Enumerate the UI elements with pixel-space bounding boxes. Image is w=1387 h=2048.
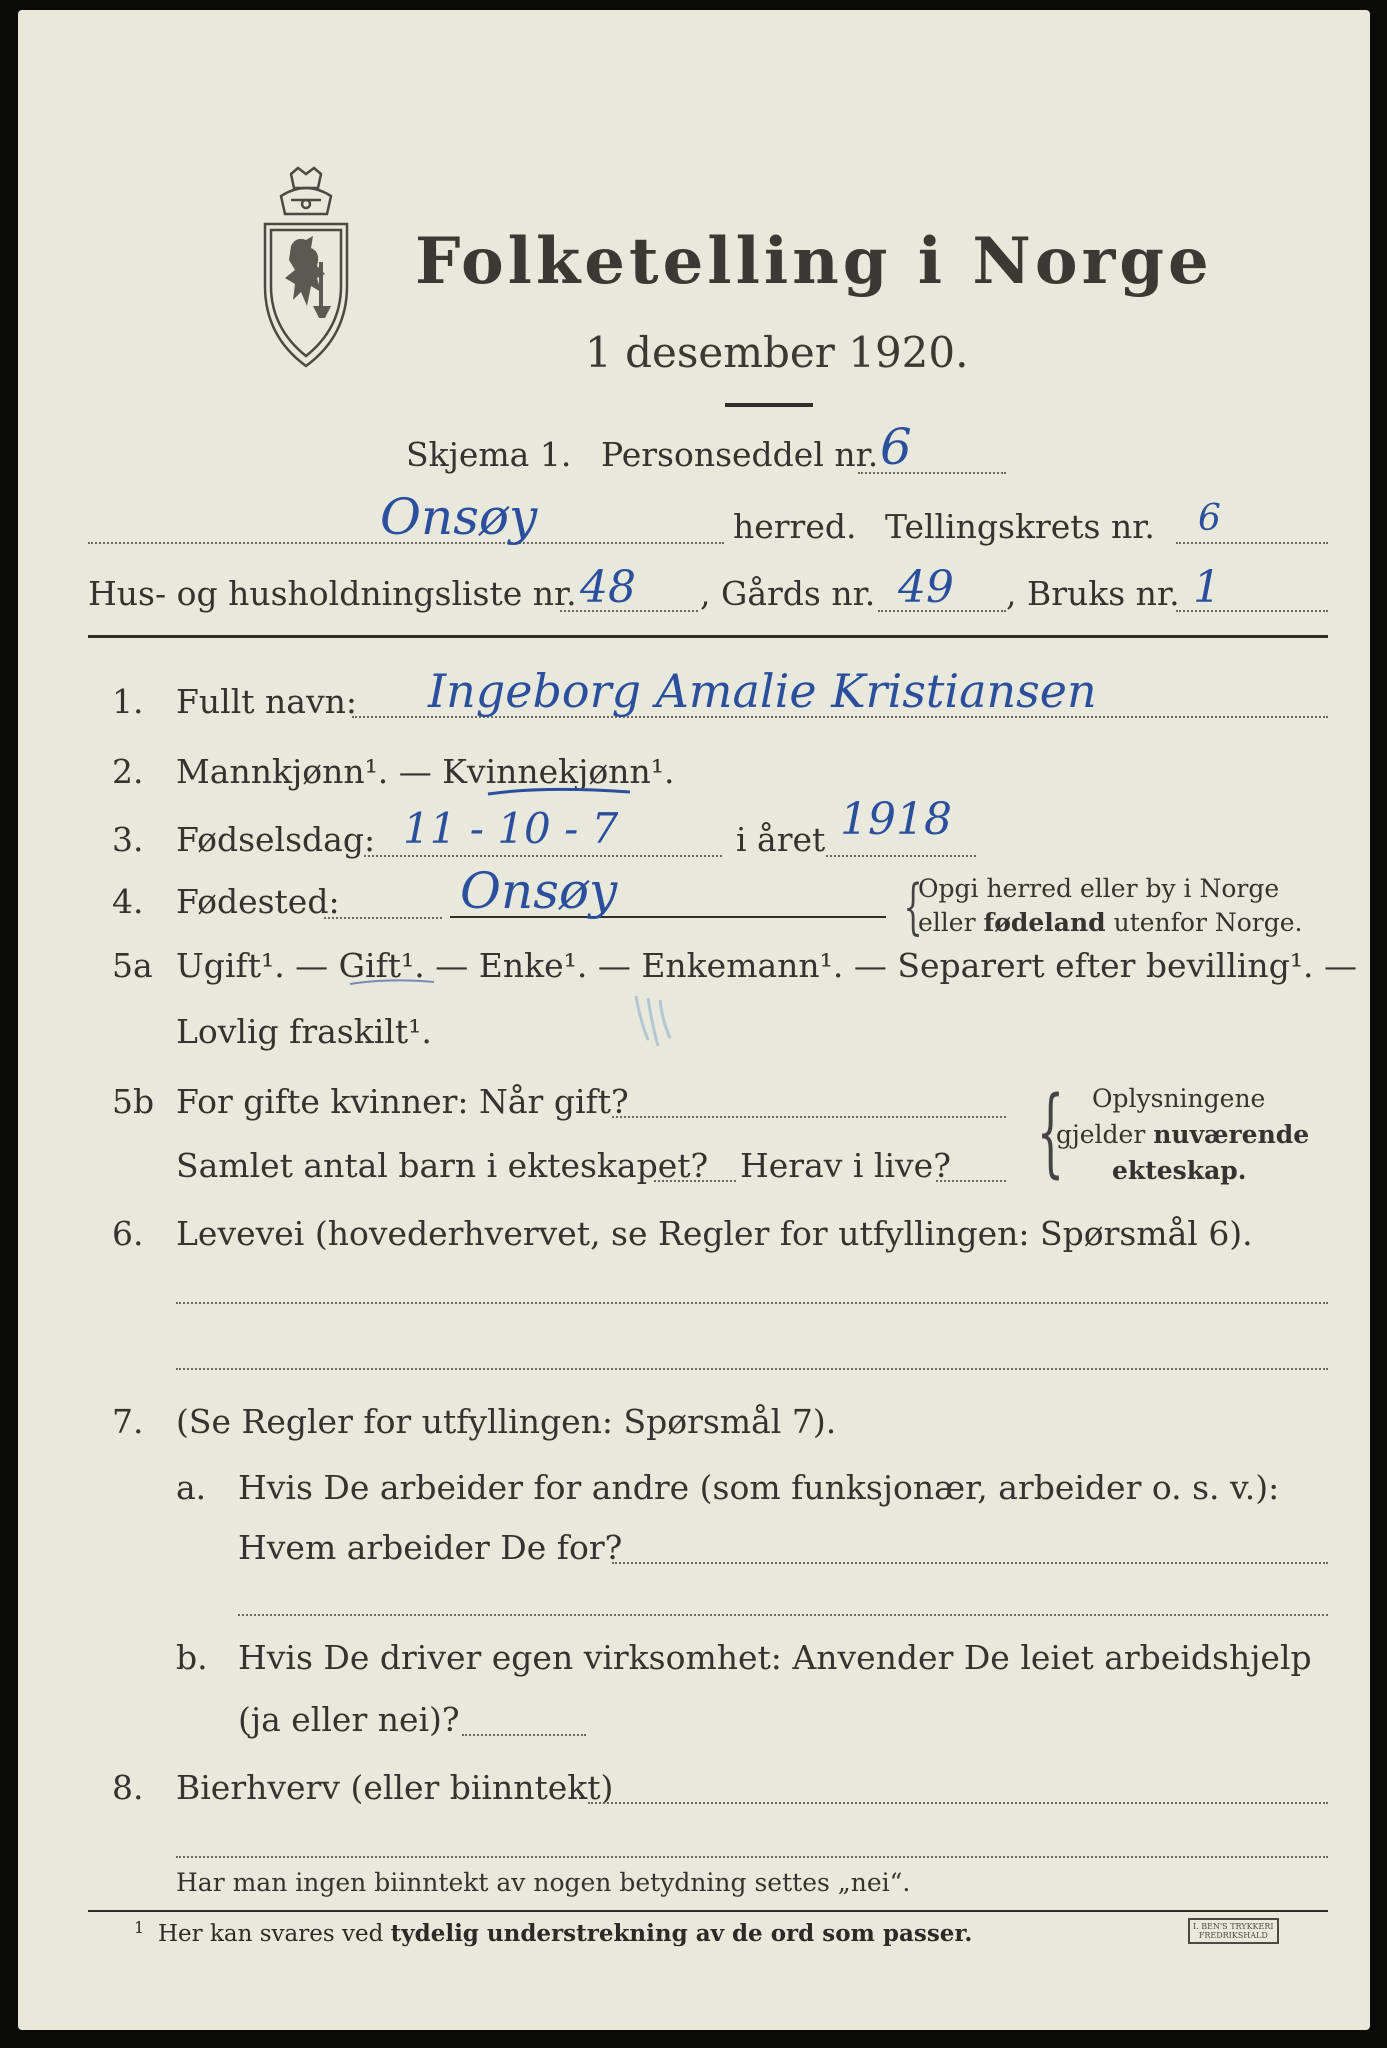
q4-number: 4.: [112, 882, 144, 921]
q3-year-label: i året: [736, 820, 826, 859]
census-form-page: [18, 10, 1370, 2030]
full-name-value: Ingeborg Amalie Kristiansen: [428, 664, 1097, 718]
census-date: 1 desember 1920.: [585, 328, 969, 377]
q6-number: 6.: [112, 1214, 144, 1253]
ink-smudge: [618, 990, 698, 1060]
q1-number: 1.: [112, 682, 144, 721]
q7a-line-1: [612, 1562, 1328, 1564]
hus-label: Hus- og husholdningsliste nr.: [88, 574, 577, 613]
personseddel-label: Personseddel nr.: [601, 435, 879, 474]
q5b-number: 5b: [112, 1082, 155, 1121]
q3-number: 3.: [112, 820, 144, 859]
birthplace-value: Onsøy: [460, 862, 618, 920]
q7a-label: Hvis De arbeider for andre (som funksjonær, arbeider o. s. v.):: [238, 1468, 1280, 1507]
hus-value: 48: [580, 562, 636, 613]
q7a-label-2: Hvem arbeider De for?: [238, 1528, 623, 1567]
gards-value: 49: [898, 562, 954, 613]
q1-label: Fullt navn:: [176, 682, 357, 721]
q8-line-2: [176, 1856, 1328, 1858]
q2-number: 2.: [112, 752, 144, 791]
tellingskrets-value: 6: [1198, 498, 1221, 539]
q4-brace: {: [903, 872, 923, 942]
q6-line-2: [176, 1368, 1328, 1370]
footnote-rule: [88, 1910, 1328, 1912]
q5b-married-line: [612, 1116, 1006, 1118]
form-title: Folketelling i Norge: [415, 224, 1213, 299]
bruks-value: 1: [1193, 562, 1221, 613]
herred-label: herred.: [733, 507, 857, 546]
q5a-label: Ugift¹. — Gift¹. — Enke¹. — Enkemann¹. — Separert efter bevilling¹. —: [176, 946, 1358, 985]
income-note: Har man ingen biinntekt av nogen betydning settes „nei“.: [176, 1868, 911, 1897]
q2-label: Mannkjønn¹. — Kvinnekjønn¹.: [176, 752, 675, 791]
header-rule: [88, 635, 1328, 638]
q3-label: Fødselsdag:: [176, 820, 376, 859]
tellingskrets-line: [1176, 542, 1328, 544]
q7-label: (Se Regler for utfyllingen: Spørsmål 7).: [176, 1402, 837, 1441]
tellingskrets-label: Tellingskrets nr.: [885, 507, 1155, 546]
q5b-children-line: [654, 1180, 736, 1182]
title-divider: [725, 403, 813, 407]
q7b-number: b.: [176, 1638, 208, 1677]
q5b-note-1: Oplysningene: [1092, 1084, 1266, 1113]
q5b-label-2: Samlet antal barn i ekteskapet?: [176, 1146, 709, 1185]
q5b-note-3: ekteskap.: [1112, 1156, 1247, 1185]
printer-stamp: I. BEN'S TRYKKERI FREDRIKSHALD: [1188, 1918, 1279, 1944]
q4-note-1: Opgi herred eller by i Norge: [918, 874, 1280, 903]
q6-line-1: [176, 1302, 1328, 1304]
q7b-line: [462, 1734, 586, 1736]
q5b-note-2: gjelder nuværende: [1056, 1120, 1310, 1149]
q5b-alive-line: [936, 1180, 1006, 1182]
q8-label: Bierhverv (eller biinntekt): [176, 1768, 614, 1807]
herred-value: Onsøy: [380, 488, 538, 546]
q8-number: 8.: [112, 1768, 144, 1807]
coat-of-arms-icon: [251, 166, 361, 374]
q7b-label-2: (ja eller nei)?: [238, 1700, 460, 1739]
q7a-number: a.: [176, 1468, 207, 1507]
marital-underline: [348, 976, 438, 990]
q5b-brace: {: [1036, 1076, 1065, 1188]
q5b-label: For gifte kvinner: Når gift?: [176, 1082, 629, 1121]
footnote-mark: 1: [134, 1918, 145, 1937]
q4-line-a: [324, 917, 442, 919]
q7b-label: Hvis De driver egen virksomhet: Anvender De leiet arbeidshjelp: [238, 1638, 1312, 1677]
personseddel-value: 6: [880, 418, 912, 476]
gards-label: , Gårds nr.: [700, 574, 876, 613]
q7a-line-2: [238, 1614, 1328, 1616]
q3-line: [364, 855, 722, 857]
gender-underline: [484, 784, 634, 800]
bruks-label: , Bruks nr.: [1006, 574, 1180, 613]
birth-year-value: 1918: [840, 794, 952, 845]
q7-number: 7.: [112, 1402, 144, 1441]
q5b-label-3: Herav i live?: [740, 1146, 951, 1185]
q4-label: Fødested:: [176, 882, 340, 921]
q5a-label-2: Lovlig fraskilt¹.: [176, 1012, 432, 1051]
q6-label: Levevei (hovederhvervet, se Regler for utfyllingen: Spørsmål 6).: [176, 1214, 1253, 1253]
birthdate-value: 11 - 10 - 7: [403, 804, 619, 853]
q3-year-line: [826, 855, 976, 857]
footnote-text: Her kan svares ved tydelig understrekning av de ord som passer.: [158, 1920, 973, 1947]
q4-note-2: eller fødeland utenfor Norge.: [918, 908, 1303, 937]
skjema-label: Skjema 1.: [406, 435, 572, 474]
q5a-number: 5a: [112, 946, 153, 985]
q8-line-1: [588, 1802, 1328, 1804]
